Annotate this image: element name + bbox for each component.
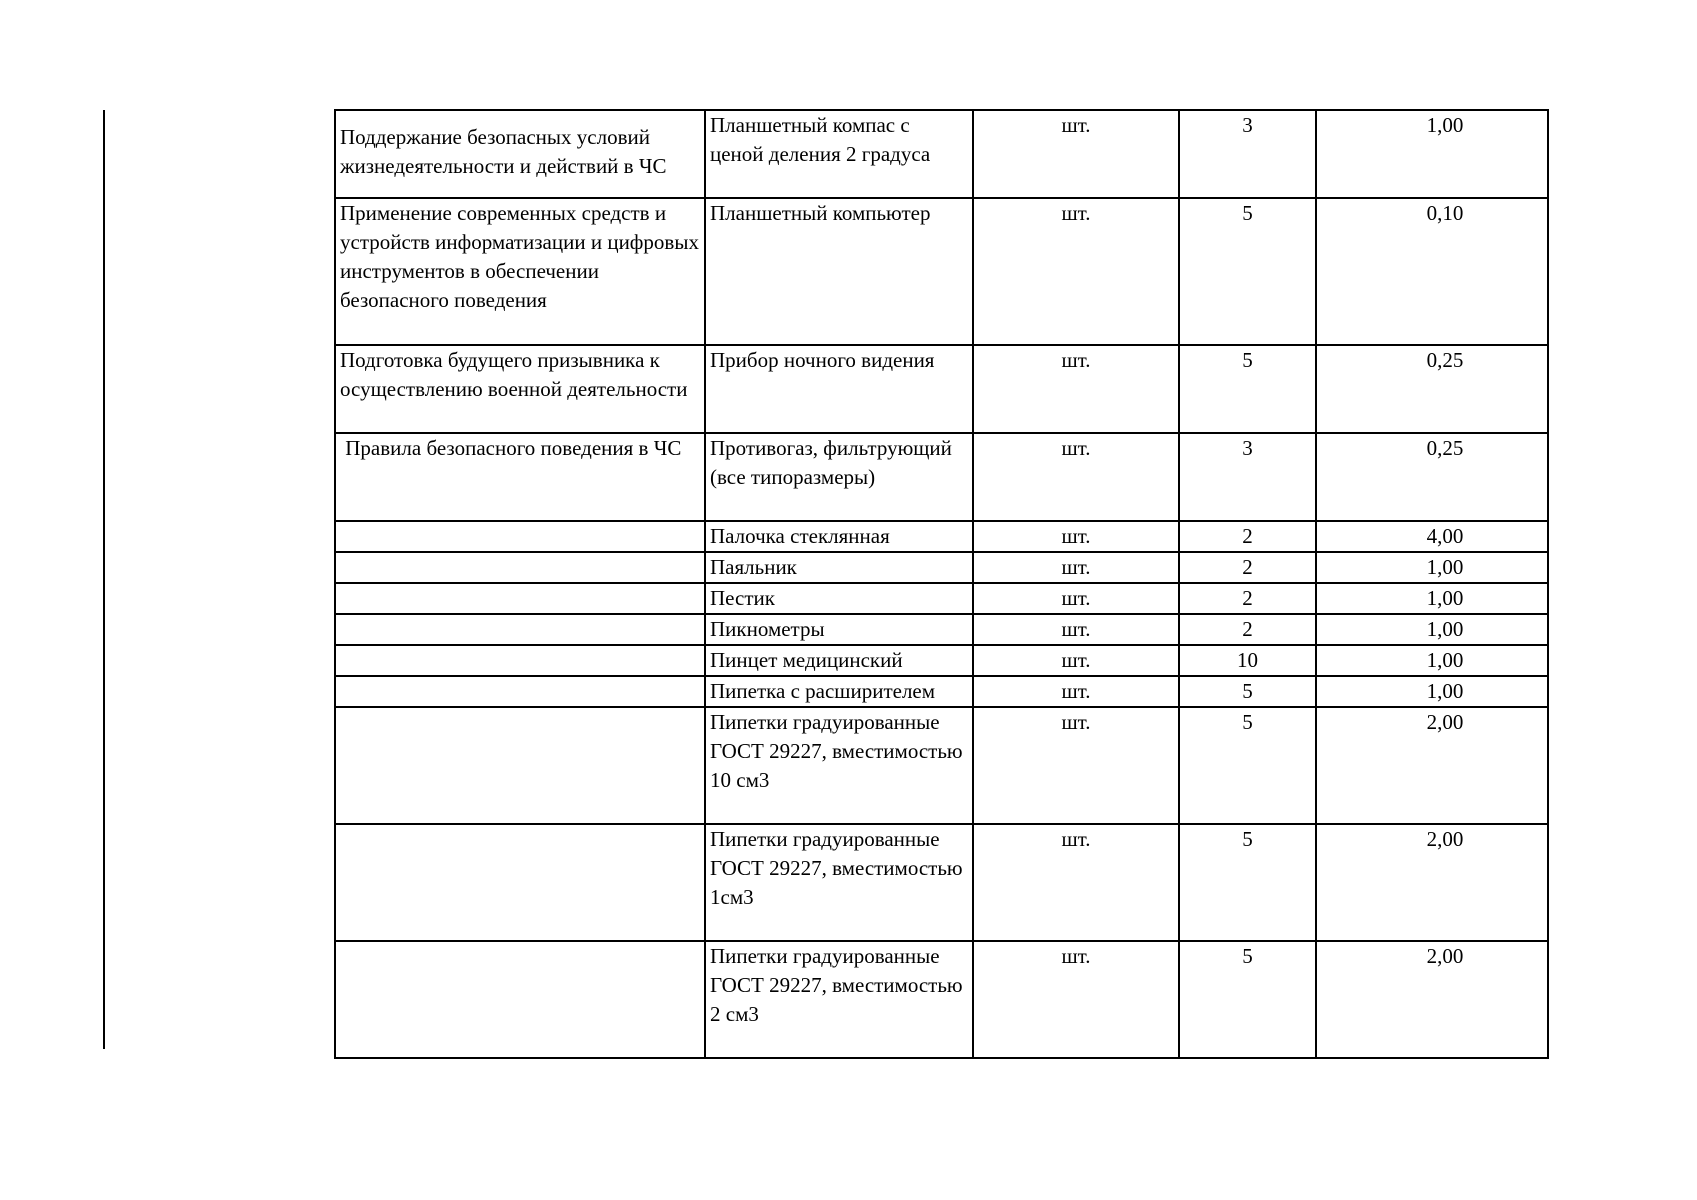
section-cell (335, 521, 705, 552)
section-cell (335, 941, 705, 1058)
table-row (335, 552, 1548, 583)
section-cell (335, 583, 705, 614)
table-row (335, 614, 1548, 645)
unit-cell: шт. (973, 433, 1179, 521)
table-row (335, 521, 1548, 552)
section-cell: Поддержание безопасных условий жизнедеятельности и действий в ЧС (335, 110, 705, 198)
qty-cell: 2 (1179, 614, 1316, 645)
unit-cell: шт. (973, 676, 1179, 707)
qty-cell: 5 (1179, 824, 1316, 941)
unit-cell: шт. (973, 521, 1179, 552)
unit-cell: шт. (973, 110, 1179, 198)
unit-cell: шт. (973, 583, 1179, 614)
coef-cell: 1,00 (1316, 552, 1548, 583)
qty-cell: 2 (1179, 552, 1316, 583)
item-cell: Паяльник (705, 552, 973, 583)
coef-cell: 0,10 (1316, 198, 1548, 345)
qty-cell: 10 (1179, 645, 1316, 676)
coef-cell: 1,00 (1316, 583, 1548, 614)
table-row (335, 941, 1548, 1058)
unit-cell: шт. (973, 707, 1179, 824)
table-row (335, 345, 1548, 433)
qty-cell: 5 (1179, 707, 1316, 824)
item-cell: Планшетный компас с ценой деления 2 градуса (705, 110, 973, 198)
item-cell: Пипетки градуированные ГОСТ 29227, вместимостью 10 см3 (705, 707, 973, 824)
qty-cell: 3 (1179, 110, 1316, 198)
qty-cell: 5 (1179, 345, 1316, 433)
table-row (335, 707, 1548, 824)
section-cell (335, 676, 705, 707)
item-cell: Противогаз, фильтрующий (все типоразмеры) (705, 433, 973, 521)
section-cell (335, 645, 705, 676)
section-cell (335, 707, 705, 824)
section-cell: Применение современных средств и устройств информатизации и цифровых инструментов в обеспечении безопасного поведения (335, 198, 705, 345)
item-cell: Пипетки градуированные ГОСТ 29227, вместимостью 1см3 (705, 824, 973, 941)
item-cell: Пинцет медицинский (705, 645, 973, 676)
table-row (335, 676, 1548, 707)
unit-cell: шт. (973, 198, 1179, 345)
qty-cell: 5 (1179, 941, 1316, 1058)
section-cell (335, 552, 705, 583)
qty-cell: 2 (1179, 521, 1316, 552)
coef-cell: 1,00 (1316, 614, 1548, 645)
equipment-table (334, 109, 1549, 1059)
unit-cell: шт. (973, 941, 1179, 1058)
item-cell: Прибор ночного видения (705, 345, 973, 433)
item-cell: Планшетный компьютер (705, 198, 973, 345)
section-cell (335, 614, 705, 645)
coef-cell: 1,00 (1316, 676, 1548, 707)
qty-cell: 5 (1179, 676, 1316, 707)
table-row (335, 198, 1548, 345)
unit-cell: шт. (973, 614, 1179, 645)
qty-cell: 2 (1179, 583, 1316, 614)
unit-cell: шт. (973, 824, 1179, 941)
table-row (335, 110, 1548, 198)
section-cell: Правила безопасного поведения в ЧС (335, 433, 705, 521)
coef-cell: 1,00 (1316, 645, 1548, 676)
item-cell: Пестик (705, 583, 973, 614)
table-row (335, 824, 1548, 941)
coef-cell: 0,25 (1316, 433, 1548, 521)
item-cell: Палочка стеклянная (705, 521, 973, 552)
item-cell: Пипетки градуированные ГОСТ 29227, вместимостью 2 см3 (705, 941, 973, 1058)
coef-cell: 4,00 (1316, 521, 1548, 552)
coef-cell: 0,25 (1316, 345, 1548, 433)
table-row (335, 645, 1548, 676)
qty-cell: 5 (1179, 198, 1316, 345)
coef-cell: 1,00 (1316, 110, 1548, 198)
unit-cell: шт. (973, 645, 1179, 676)
table-row (335, 433, 1548, 521)
coef-cell: 2,00 (1316, 824, 1548, 941)
unit-cell: шт. (973, 345, 1179, 433)
table-row (335, 583, 1548, 614)
coef-cell: 2,00 (1316, 941, 1548, 1058)
section-cell (335, 824, 705, 941)
item-cell: Пипетка с расширителем (705, 676, 973, 707)
left-margin-rule (103, 110, 105, 1049)
unit-cell: шт. (973, 552, 1179, 583)
qty-cell: 3 (1179, 433, 1316, 521)
item-cell: Пикнометры (705, 614, 973, 645)
section-cell: Подготовка будущего призывника к осуществлению военной деятельности (335, 345, 705, 433)
coef-cell: 2,00 (1316, 707, 1548, 824)
